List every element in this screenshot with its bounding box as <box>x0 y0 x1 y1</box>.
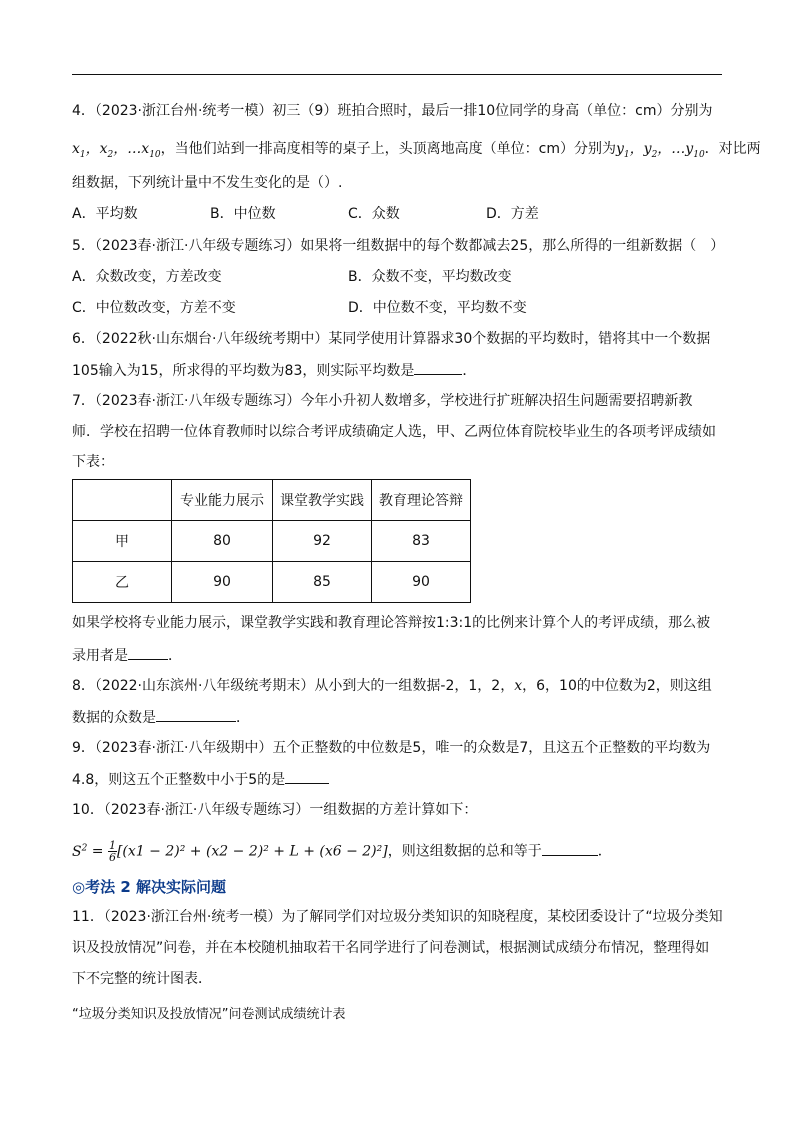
q10-formula-body: [(x1 − 2)² + (x2 − 2)² + L + (x6 − 2)²] <box>116 843 388 860</box>
q4-option-c: C．众数 <box>348 206 400 222</box>
q10-line2-text: ，则这组数据的总和等于 <box>387 843 542 860</box>
q4-vars-x: $x_1$，$x_2$，$\dots x_{10}$ <box>72 141 161 160</box>
q9-line2-text: 4.8，则这五个正整数中小于5的是 <box>72 772 286 788</box>
q4-option-d: D．方差 <box>486 206 539 222</box>
q5-option-c: C．中位数改变，方差不变 <box>72 300 236 316</box>
section-title: 考法 2 解决实际问题 <box>85 878 226 896</box>
q6-answer-blank[interactable] <box>414 360 462 375</box>
q4-line2-end: ．对比两 <box>704 141 761 157</box>
q11-table-caption: “垃圾分类知识及投放情况”问卷测试成绩统计表 <box>72 1007 346 1022</box>
q11-line1: 11．（2023·浙江台州·统考一模）为了解同学们对垃圾分类知识的知晓程度，某校团委设计了“垃圾分类知 <box>72 909 723 925</box>
table-row <box>73 562 471 603</box>
q7-score-table <box>72 479 471 603</box>
q11-line3: 下不完整的统计图表． <box>72 971 212 987</box>
q4-line2 <box>72 139 761 165</box>
q8-line2-text: 数据的众数是 <box>72 710 156 726</box>
q6-line2 <box>72 360 476 381</box>
q7-after2-end: ． <box>168 648 182 664</box>
q4-line2-text: ，当他们站到一排高度相等的桌子上，头顶离地高度（单位：cm）分别为 <box>160 141 616 157</box>
q10-answer-blank[interactable] <box>542 841 598 856</box>
q5-line1: 5．（2023春·浙江·八年级专题练习）如果将一组数据中的每个数都减去25，那么所得的一组新数据（ ） <box>72 238 725 254</box>
table-cell: 90 <box>172 562 273 603</box>
q7-line1: 7．（2023春·浙江·八年级专题练习）今年小升初人数增多，学校进行扩班解决招生问题需要招聘新教 <box>72 393 693 409</box>
q4-option-b: B．中位数 <box>210 206 276 222</box>
table-cell: 83 <box>372 521 471 562</box>
q7-line3: 下表： <box>72 454 114 470</box>
table-header-cell: 课堂教学实践 <box>273 480 372 521</box>
table-header-cell: 教育理论答辩 <box>372 480 471 521</box>
q8-line2 <box>72 707 250 728</box>
q10-formula-line <box>72 836 612 864</box>
q4-vars-y: $y_1$，$y_2$，$\dots y_{10}$ <box>615 141 705 160</box>
q7-after1: 如果学校将专业能力展示，课堂教学实践和教育理论答辩按1:3:1的比例来计算个人的考评成绩，那么被 <box>72 615 711 631</box>
q4-line3: 组数据，下列统计量中不发生变化的是（）. <box>72 175 343 191</box>
q5-option-b: B．众数不变，平均数改变 <box>348 269 512 285</box>
q6-line2-text: 105输入为15，所求得的平均数为83，则实际平均数是 <box>72 363 415 379</box>
table-cell: 80 <box>172 521 273 562</box>
q8-line1 <box>72 676 712 696</box>
table-cell: 甲 <box>73 521 172 562</box>
section-heading <box>72 876 226 898</box>
table-cell: 85 <box>273 562 372 603</box>
q5-option-a: A．众数改变，方差改变 <box>72 269 222 285</box>
q7-after2 <box>72 645 182 666</box>
q10-line1: 10．（2023春·浙江·八年级专题练习）一组数据的方差计算如下： <box>72 802 478 818</box>
q8-answer-blank[interactable] <box>156 707 236 722</box>
q7-line2: 师．学校在招聘一位体育教师时以综合考评成绩确定人选，甲、乙两位体育院校毕业生的各项考评成绩如 <box>72 424 716 440</box>
q8-line1b: ，6，10的中位数为2，则这组 <box>522 678 712 694</box>
table-header-cell: 专业能力展示 <box>172 480 273 521</box>
q10-fraction: $\frac{1}{6}$ <box>108 839 116 865</box>
q8-var-x: x <box>514 678 523 694</box>
table-header-row <box>73 480 471 521</box>
q10-equals: = <box>91 843 108 860</box>
table-cell: 92 <box>273 521 372 562</box>
q8-line1a: 8．（2022·山东滨州·八年级统考期末）从小到大的一组数据-2，1，2， <box>72 678 515 694</box>
q9-answer-blank[interactable] <box>285 769 329 784</box>
q4-option-a: A．平均数 <box>72 206 138 222</box>
q11-line2: 识及投放情况”问卷，并在本校随机抽取若干名同学进行了问卷测试，根据测试成绩分布情况，整理得如 <box>72 940 710 956</box>
q9-line1: 9．（2023春·浙江·八年级期中）五个正整数的中位数是5，唯一的众数是7，且这五个正整数的平均数为 <box>72 740 711 756</box>
q6-line2-end: ． <box>462 363 477 379</box>
q6-line1: 6．（2022秋·山东烟台·八年级统考期中）某同学使用计算器求30个数据的平均数时，错将其中一个数据 <box>72 331 711 347</box>
q10-line2-end: ． <box>597 843 612 860</box>
table-cell: 乙 <box>73 562 172 603</box>
q8-line2-end: ． <box>236 710 250 726</box>
header-rule <box>72 74 722 75</box>
q7-answer-blank[interactable] <box>128 645 168 660</box>
q7-after2-text: 录用者是 <box>72 648 128 664</box>
table-row <box>73 521 471 562</box>
table-cell: 90 <box>372 562 471 603</box>
q5-option-d: D．中位数不变，平均数不变 <box>348 300 527 316</box>
table-header-cell <box>73 480 172 521</box>
q9-line2 <box>72 769 329 790</box>
q4-line1: 4．（2023·浙江台州·统考一模）初三（9）班拍合照时，最后一排10位同学的身高（单位：cm）分别为 <box>72 103 713 119</box>
target-icon: ◎ <box>72 878 86 896</box>
q10-formula-lhs: $S^2$ <box>72 843 88 860</box>
